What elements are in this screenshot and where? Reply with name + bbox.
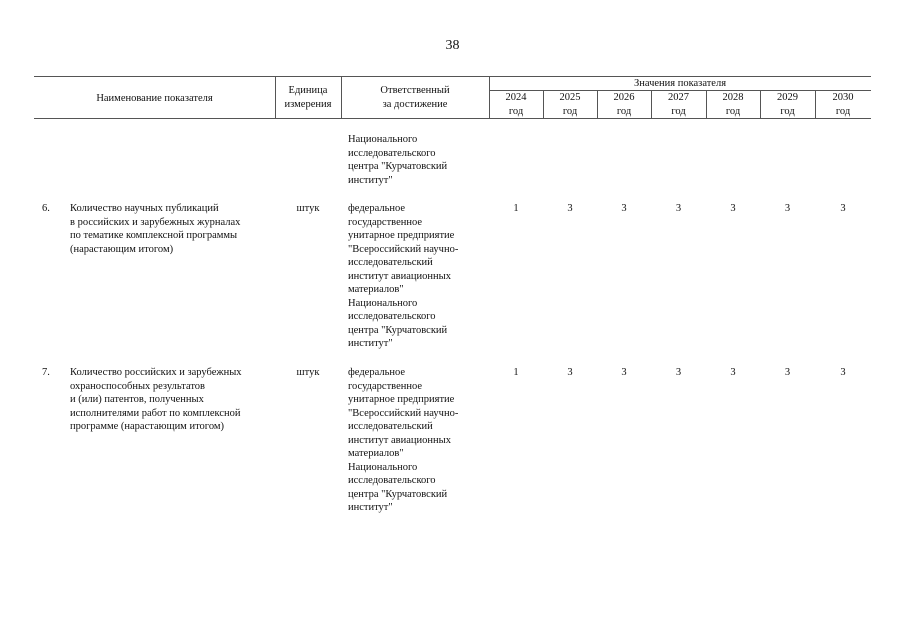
year-header: 2027 год — [668, 92, 689, 117]
continuation-responsible: Национального исследовательского центра "Курчатовский институт" — [348, 134, 448, 186]
page-number: 38 — [445, 38, 460, 53]
value-cell: 3 — [730, 367, 736, 378]
value-cell: 3 — [621, 367, 627, 378]
value-cell: 3 — [621, 203, 627, 214]
year-header: 2026 год — [613, 92, 635, 117]
value-cell: 3 — [675, 203, 682, 214]
year-header: 2024 год — [505, 92, 527, 117]
value-cell: 3 — [567, 367, 573, 378]
value-cell: 3 — [675, 367, 682, 378]
value-cell: 1 — [513, 203, 519, 214]
header-values: Значения показателя — [633, 78, 727, 89]
unit-cell: штук — [296, 203, 320, 214]
indicator-name: Количество российских и зарубежных охраноспособных результатов и (или) патентов, полученных исполнителями работ по комплексной программе (нарастающим итогом) — [70, 367, 242, 432]
header-bottom-rule — [34, 118, 871, 119]
year-header: 2030 год — [832, 92, 854, 117]
value-cell: 3 — [567, 203, 573, 214]
header-unit: Единица измерения — [284, 85, 332, 110]
value-cell: 3 — [784, 203, 791, 214]
responsible-cell: федеральное государственное унитарное предприятие "Всероссийский научно- исследовательский институт авиационных материалов" Национального исследовательского центра "Курчатовский институт" — [348, 367, 459, 513]
header-responsible: Ответственный за достижение — [380, 85, 450, 110]
value-cell: 3 — [840, 203, 846, 214]
value-cell: 1 — [513, 367, 519, 378]
value-cell: 3 — [730, 203, 736, 214]
responsible-cell: федеральное государственное унитарное предприятие "Всероссийский научно- исследовательский институт авиационных материалов" Национального исследовательского центра "Курчатовский институт" — [348, 203, 459, 349]
value-cell: 3 — [840, 367, 846, 378]
indicator-name: Количество научных публикаций в российских и зарубежных журналах по тематике комплексной программы (нарастающим итогом) — [70, 203, 241, 255]
value-cell: 3 — [784, 367, 791, 378]
year-header: 2029 год — [777, 92, 798, 117]
header-name: Наименование показателя — [96, 93, 213, 104]
row-number: 7. — [42, 367, 50, 378]
unit-cell: штук — [296, 367, 320, 378]
year-header: 2025 год — [559, 92, 581, 117]
year-header: 2028 год — [722, 92, 744, 117]
row-number: 6. — [42, 203, 50, 214]
